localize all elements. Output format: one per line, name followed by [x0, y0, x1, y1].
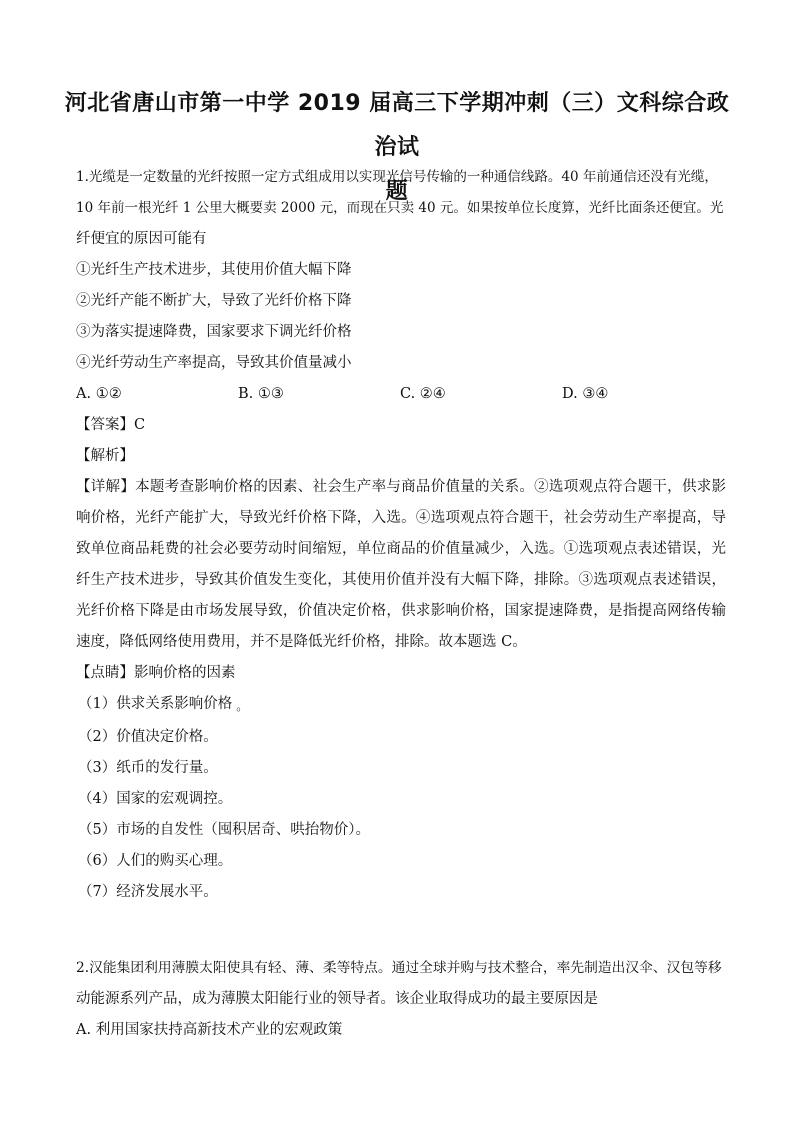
q1-option-b: B. ①③ [238, 386, 284, 402]
q1-statement-1: ①光纤生产技术进步，其使用价值大幅下降 [76, 262, 352, 278]
q1-point-item-1-text: （1）供求关系影响价格 [78, 696, 233, 712]
q1-detail: 【详解】本题考查影响价格的因素、社会生产率与商品价值量的关系。②选项观点符合题干，供求影响价格，光纤产能扩大，导致光纤价格下降，入选。④选项观点符合题干，社会劳动生产率提高，导致单位商品耗费的社会必要劳动时间缩短，单位商品的价值量减少，入选。①选项观点表述错误，光纤生产技术进步，导致其价值发生变化，其使用价值并没有大幅下降，排除。③选项观点表述错误，光纤价格下降是由市场发展导致，价值决定价格，供求影响价格，国家提速降费，是指提高网络传输速度，降低网络使用费用，并不是降低光纤价格，排除。故本题选 C。 [76, 479, 726, 650]
q1-options [76, 379, 726, 410]
title-line-2: 题 [385, 179, 409, 204]
question-2 [76, 953, 726, 1046]
q2-stem-line-2: 动能源系列产品，成为薄膜太阳能行业的领导者。该企业取得成功的最主要原因是 [76, 991, 598, 1007]
q1-statement-3: ③为落实提速降费，国家要求下调光纤价格 [76, 324, 352, 340]
q1-statement-4: ④光纤劳动生产率提高，导致其价值量减小 [76, 355, 352, 371]
q1-point-item-1-mark: 。 [236, 699, 249, 713]
q2-stem-line-1: 2.汉能集团利用薄膜太阳使具有轻、薄、柔等特点。通过全球并购与技术整合，率先制造出汉伞、汉包等移 [76, 960, 722, 976]
q1-point-item-5: （5）市场的自发性（囤积居奇、哄抬物价）。 [78, 822, 370, 838]
question-1 [76, 162, 726, 908]
title-line-1: 河北省唐山市第一中学 2019 届高三下学期冲刺（三）文科综合政治试 [64, 91, 730, 160]
q1-point-item-3: （3）纸币的发行量。 [78, 760, 218, 776]
q1-point-item-6: （6）人们的购买心理。 [78, 853, 233, 869]
q1-point-title: 【点睛】影响价格的因素 [76, 665, 236, 681]
q1-option-a: A. ①② [76, 386, 122, 402]
q1-stem-line-1: 1.光缆是一定数量的光纤按照一定方式组成用以实现光信号传输的一种通信线路。40 年前通信还没有光缆， [76, 169, 718, 185]
q1-option-d: D. ③④ [562, 386, 609, 402]
q1-statement-2: ②光纤产能不断扩大，导致了光纤价格下降 [76, 293, 352, 309]
q1-analysis-label: 【解析】 [76, 448, 134, 464]
q1-point-item-2: （2）价值决定价格。 [78, 729, 218, 745]
q1-point-item-7: （7）经济发展水平。 [78, 884, 218, 900]
q1-option-c: C. ②④ [400, 386, 446, 402]
q1-stem-line-2: 10 年前一根光纤 1 公里大概要卖 2000 元，而现在只卖 40 元。如果按单位长度算，光纤比面条还便宜。光 [76, 200, 724, 216]
q2-option-a: A. 利用国家扶持高新技术产业的宏观政策 [76, 1022, 343, 1038]
q1-point-item-4: （4）国家的宏观调控。 [78, 791, 233, 807]
q1-stem-line-3: 纤便宜的原因可能有 [76, 231, 207, 247]
q1-answer: 【答案】C [76, 417, 146, 433]
q1-point-item-1 [76, 689, 726, 722]
